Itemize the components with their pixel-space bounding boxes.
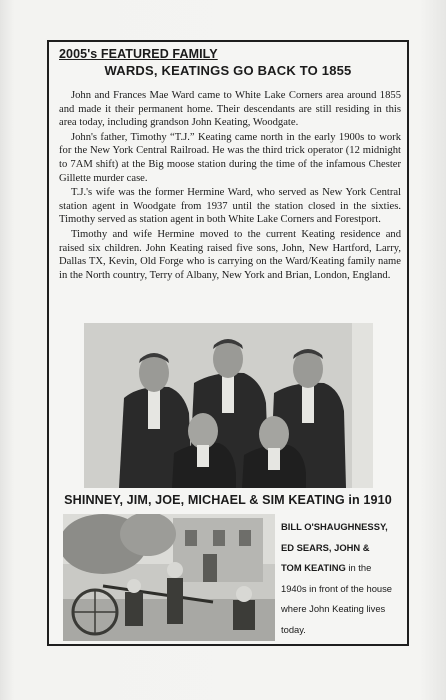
section-label: 2005's FEATURED FAMILY: [59, 47, 218, 61]
keating-brothers-photo: [84, 323, 373, 488]
caption-line: ED SEARS, JOHN &: [281, 541, 370, 553]
caption-name: TOM KEATING: [281, 562, 346, 573]
caption-line: today.: [281, 623, 306, 635]
photo-caption: SHINNEY, JIM, JOE, MICHAEL & SIM KEATING in 1910: [64, 493, 392, 507]
house-photo: [63, 514, 275, 641]
caption-line: [281, 558, 405, 579]
paragraph: John and Frances Mae Ward came to White Lake Corners area around 1855 and made it their permanent home. Their descendants are still residing in this area today, including grandson John Keating, Woodgate.: [59, 90, 401, 129]
article-body: [59, 89, 401, 283]
caption-line: BILL O'SHAUGHNESSY,: [281, 521, 388, 532]
paragraph: Timothy and wife Hermine moved to the current Keating residence and raised six children. John Keating raised five sons, John, New Hartford, Larry, Dallas TX, Kevin, Old Forge who is carrying on the Ward/Keating family name in the North country, Terry of Albany, New York and Brian, London, England.: [59, 228, 401, 281]
paragraph: T.J.'s wife was the former Hermine Ward, who served as New York Central station agent in Woodgate from 1937 until the station closed in the sixties. Timothy served as station agent in both White Lake Corners and Forestport.: [59, 187, 401, 226]
caption-line: where John Keating lives: [281, 603, 386, 614]
article-headline: WARDS, KEATINGS GO BACK TO 1855: [104, 63, 352, 78]
caption-text: in the: [345, 562, 372, 573]
caption-line: 1940s in front of the house: [281, 582, 393, 594]
paragraph: John's father, Timothy “T.J.” Keating came north in the early 1900s to work for the New York Central Railroad. He was the third trick operator (12 midnight to 7AM shift) at the Big moose station during the time of the infamous Chester Gillette murder case.: [59, 131, 401, 184]
featured-family-article: [47, 40, 409, 646]
house-photo-caption: [281, 517, 405, 640]
